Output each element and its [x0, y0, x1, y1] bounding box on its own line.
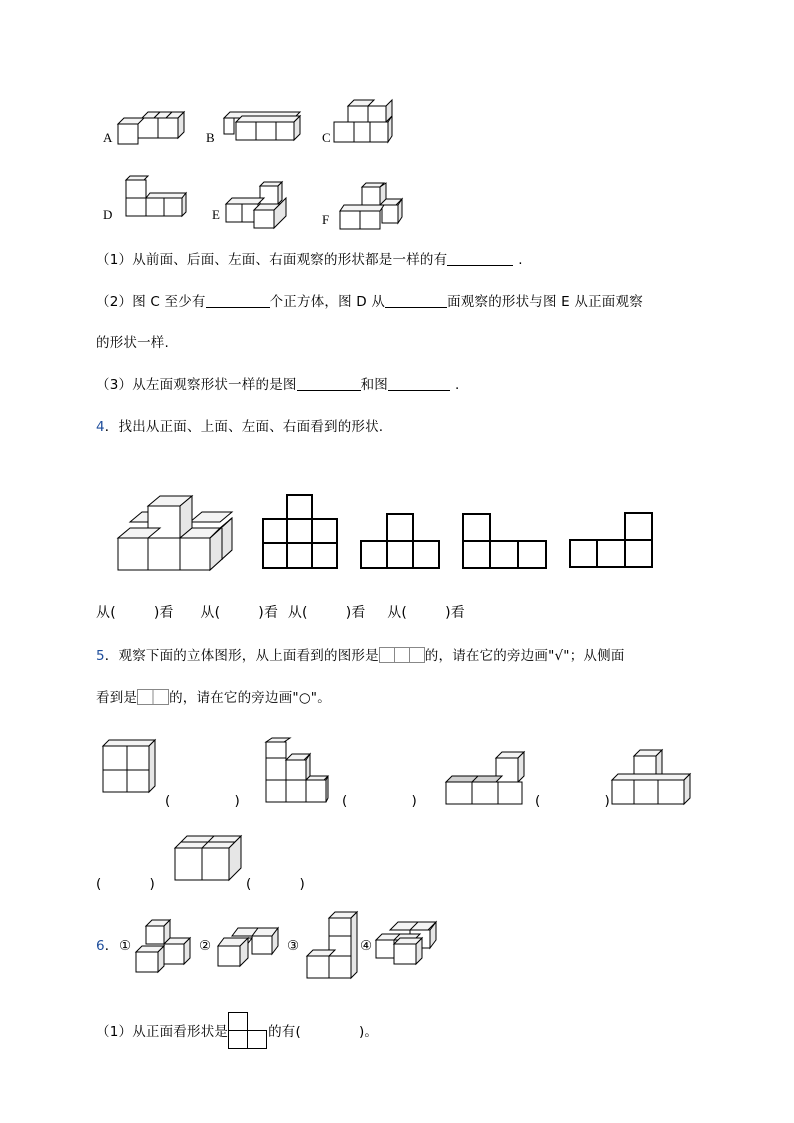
q4-heading [96, 417, 383, 437]
q5-figure-2 [264, 738, 330, 806]
q5-number: 5 [96, 648, 105, 664]
q5-paren-close-6: ) [299, 876, 305, 892]
q5-figure-5 [175, 834, 247, 884]
q3-part2-line2: 的形状一样. [96, 335, 169, 351]
fig-label-e: E [212, 207, 220, 222]
figure-d [124, 176, 188, 220]
q6-dot: ． [104, 938, 119, 954]
q4-answer-row [96, 603, 465, 623]
q5-answer-5[interactable] [96, 874, 155, 894]
q4-view-shape-2 [360, 513, 440, 571]
figure-e [224, 180, 294, 230]
q3-part2-mid1: 个正方体，图 D 从 [269, 294, 386, 310]
q3-part3-blank-1[interactable] [297, 376, 361, 391]
q4-answer-2-open: 从( [200, 605, 221, 621]
q4-answer-3-open: 从( [287, 605, 308, 621]
q6-marker-3: ③ [287, 938, 300, 954]
q5-figure-4 [612, 750, 694, 806]
q4-answer-1-open: 从( [96, 605, 116, 621]
fig-label-b: B [206, 130, 215, 145]
q5-answer-6[interactable] [246, 874, 305, 894]
q5-answer-1[interactable] [165, 791, 240, 811]
q4-answer-3-close: )看 [345, 605, 366, 621]
q3-part3-blank-2[interactable] [388, 376, 450, 391]
q5-answer-3[interactable] [535, 791, 610, 811]
q4-title: ．找出从正面、上面、左面、右面看到的形状. [104, 419, 384, 435]
q6-marker-1: ① [119, 938, 132, 954]
q3-part3-tail: . [455, 377, 460, 393]
q3-part3 [96, 375, 460, 395]
q3-part2-lead: （2）图 C 至少有 [96, 294, 206, 310]
q5-line2-lead: 看到是 [96, 690, 138, 706]
q5-paren-open-6: ( [246, 876, 252, 892]
q6-marker-4: ④ [360, 938, 373, 954]
q3-part1 [96, 250, 523, 270]
q5-side-view-icon [137, 689, 169, 705]
q6-marker-2: ② [199, 938, 212, 954]
q4-view-shape-1 [262, 494, 338, 570]
q5-paren-open-2: ( [342, 793, 348, 809]
q6-number-line [96, 936, 119, 956]
q6-part1-tail: 的有( [268, 1024, 301, 1040]
q4-answer-4-open: 从( [387, 605, 408, 621]
q3-part3-mid: 和图 [360, 377, 388, 393]
q6-number: 6 [96, 938, 105, 954]
q4-view-shape-3 [462, 513, 548, 571]
q5-figure-3 [446, 752, 526, 806]
q3-part1-tail: . [518, 252, 523, 268]
q3-part2-blank-count[interactable] [206, 293, 270, 308]
q5-paren-close-3: ) [604, 793, 610, 809]
fig-label-f: F [322, 212, 330, 227]
q3-part2-mid2: 面观察的形状与图 E 从正面观察 [447, 294, 643, 310]
q3-part2-blank-view[interactable] [385, 293, 447, 308]
q5-line1-lead: ．观察下面的立体图形，从上面看到的图形是 [104, 648, 379, 664]
q5-answer-2[interactable] [342, 791, 417, 811]
figure-c [334, 100, 398, 146]
q5-paren-open-5: ( [96, 876, 102, 892]
q5-line1 [96, 646, 625, 666]
q5-paren-close-1: ) [234, 793, 240, 809]
figure-a [118, 108, 188, 148]
q3-part1-blank[interactable] [447, 251, 513, 266]
q4-answer-2-close: )看 [258, 605, 279, 621]
q4-number: 4 [96, 419, 105, 435]
fig-label-d: D [103, 207, 113, 222]
figure-b [224, 110, 304, 142]
q3-part3-lead: （3）从左面观察形状一样的是图 [96, 377, 297, 393]
q3-part1-lead: （1）从前面、后面、左面、右面观察的形状都是一样的有 [96, 252, 448, 268]
fig-label-a: A [103, 130, 113, 145]
q4-solid-figure [118, 494, 238, 574]
figure-f [338, 181, 408, 231]
q5-paren-close-5: ) [149, 876, 155, 892]
q5-paren-close-2: ) [411, 793, 417, 809]
q6-part1-lead: （1）从正面看形状是 [96, 1024, 229, 1040]
q5-paren-open-3: ( [535, 793, 541, 809]
q6-part1 [96, 1012, 378, 1050]
q5-paren-open-1: ( [165, 793, 171, 809]
q6-figure-3 [307, 912, 363, 980]
fig-label-c: C [322, 130, 331, 145]
q5-line2-tail: 的，请在它的旁边画"○"。 [169, 690, 331, 706]
q6-figure-2 [218, 926, 282, 970]
q4-answer-1-close: )看 [153, 605, 174, 621]
q5-line1-mid: 的，请在它的旁边画"√"；从侧面 [424, 648, 625, 664]
q6-figure-1 [136, 920, 196, 974]
q5-line2 [96, 688, 331, 708]
q5-top-view-icon [379, 647, 425, 663]
q6-front-view-icon [228, 1012, 268, 1050]
q4-answer-4-close: )看 [445, 605, 465, 621]
q4-view-shape-4 [569, 512, 655, 570]
q5-figure-1 [103, 740, 159, 794]
q6-figure-4 [376, 922, 440, 968]
q6-part1-close: )。 [358, 1024, 379, 1040]
q3-part2 [96, 292, 643, 312]
